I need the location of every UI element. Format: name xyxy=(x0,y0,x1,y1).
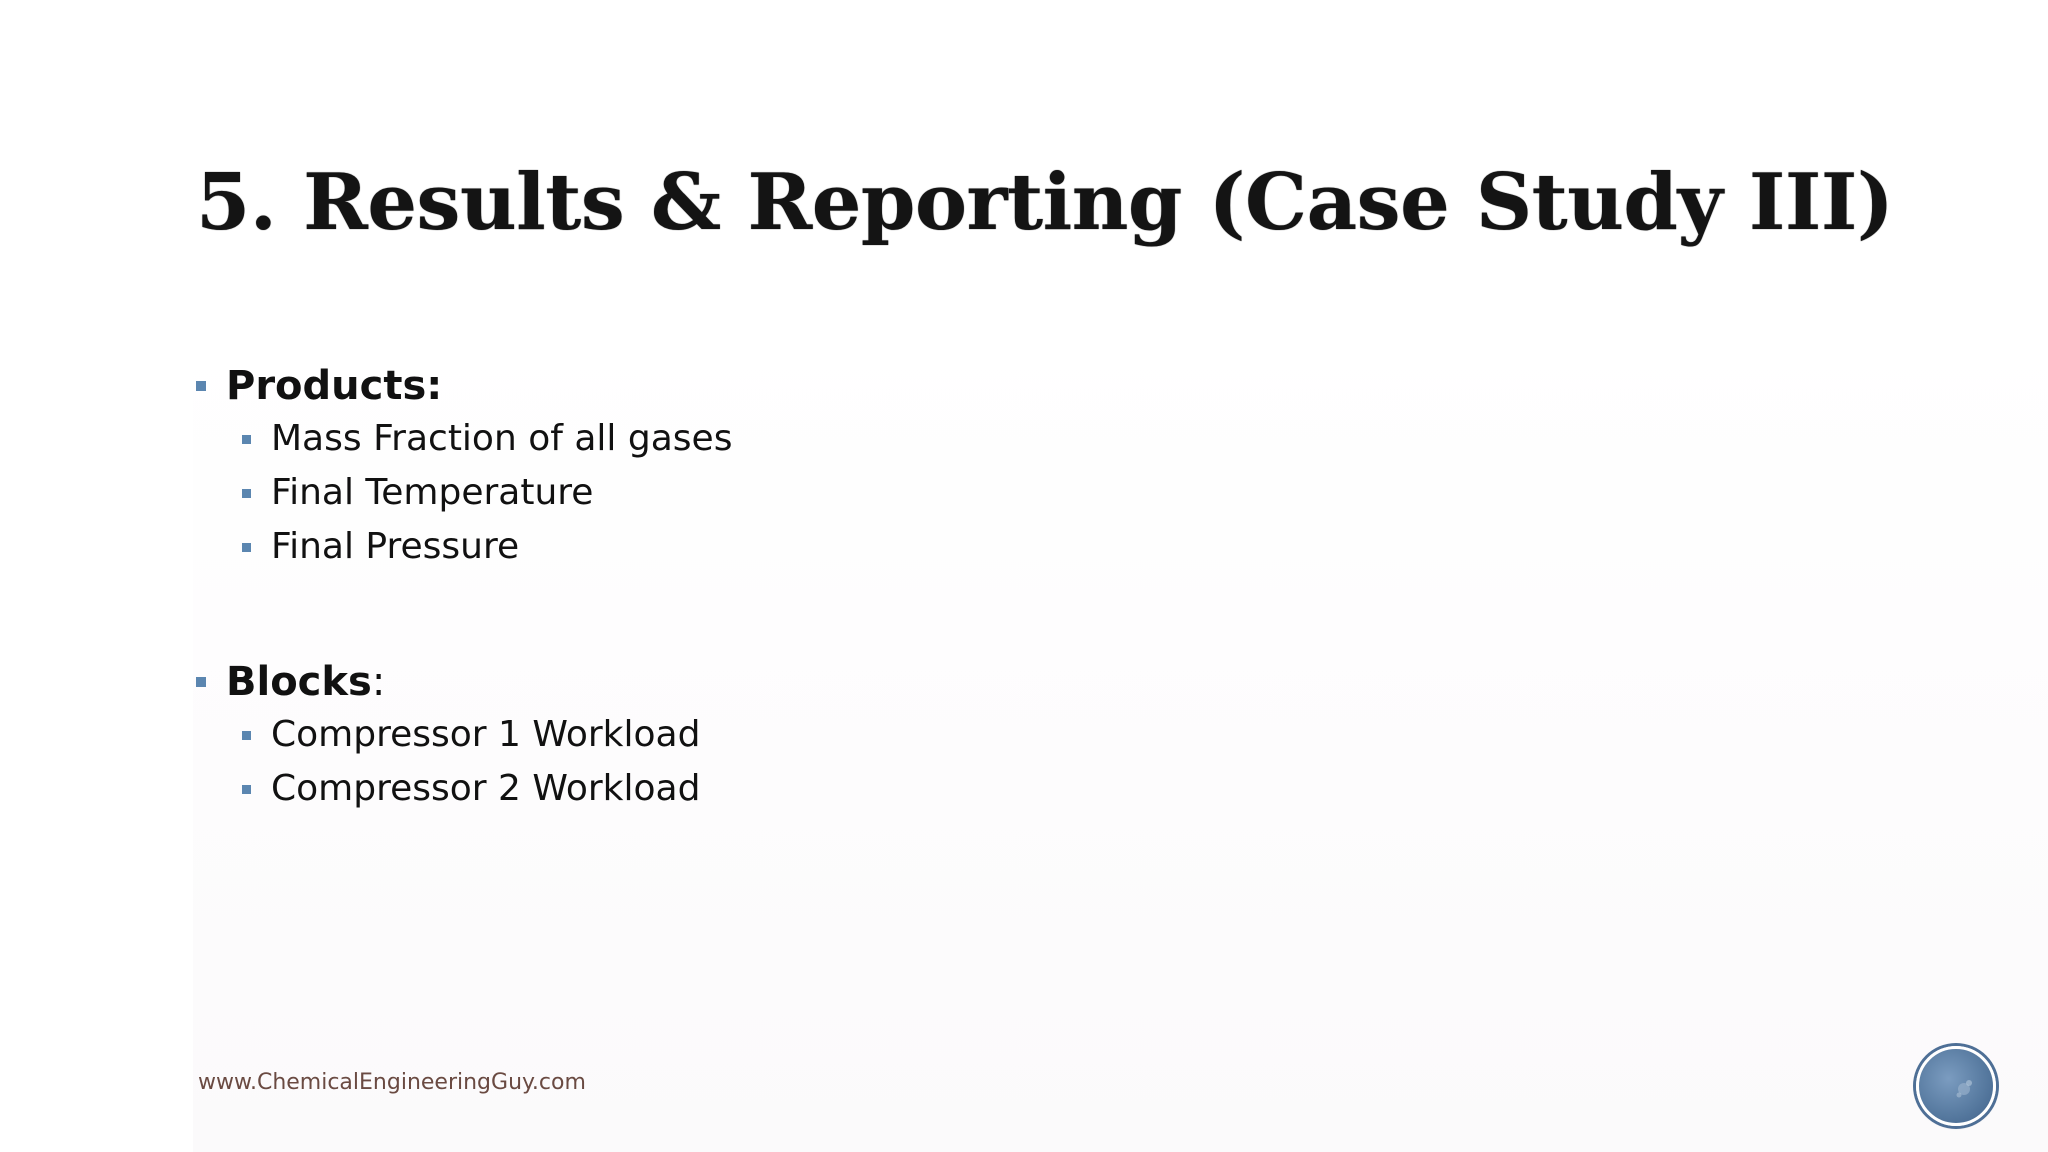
list-item-text: Final Temperature xyxy=(271,472,594,513)
section-label: Products: xyxy=(226,363,443,409)
list-item-text: Compressor 2 Workload xyxy=(271,768,701,809)
list-item xyxy=(242,708,1396,762)
list-item-blocks xyxy=(196,656,1396,708)
list-item xyxy=(242,762,1396,816)
bullet-list xyxy=(196,360,1396,898)
square-bullet-icon xyxy=(196,677,206,687)
list-item-text: Compressor 1 Workload xyxy=(271,714,701,755)
list-item-products xyxy=(196,360,1396,412)
square-bullet-icon xyxy=(242,543,251,552)
slide-title: 5. Results & Reporting (Case Study III) xyxy=(196,157,1894,248)
section-label-colon: : xyxy=(371,659,386,705)
square-bullet-icon xyxy=(242,489,251,498)
list-item xyxy=(242,520,1396,574)
circular-logo-icon xyxy=(1916,1046,1996,1126)
section-blocks xyxy=(196,656,1396,816)
list-item-text: Final Pressure xyxy=(271,526,520,567)
list-item-text: Mass Fraction of all gases xyxy=(271,418,733,459)
square-bullet-icon xyxy=(242,435,251,444)
section-label: Blocks xyxy=(226,659,372,705)
square-bullet-icon xyxy=(242,731,251,740)
square-bullet-icon xyxy=(196,381,206,391)
footer-url: www.ChemicalEngineeringGuy.com xyxy=(198,1070,586,1095)
list-item xyxy=(242,466,1396,520)
list-item xyxy=(242,412,1396,466)
square-bullet-icon xyxy=(242,785,251,794)
section-products xyxy=(196,360,1396,574)
